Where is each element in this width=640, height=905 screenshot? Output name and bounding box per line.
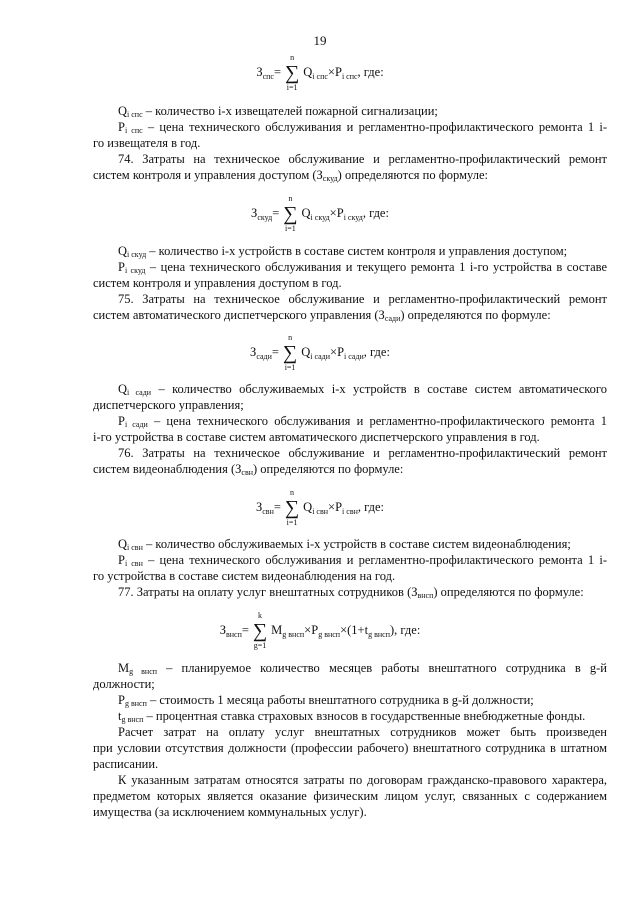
- text-line: должности;: [93, 677, 155, 691]
- paragraph-76-line: 76. Затраты на техническое обслуживание и регламентно-профилактический ремонт: [118, 446, 607, 460]
- text-line: К указанным затратам относятся затраты по договорам гражданско-правового характера,: [118, 773, 607, 787]
- definition-line: $M_{g внсп}$ – планируемое количество месяцев работы внештатного сотрудника в g-й: [118, 661, 607, 676]
- sum-symbol: n ∑ i=1: [284, 488, 300, 527]
- text-line: систем автоматического диспетчерского управления $(З_{сади})$ определяются по формуле:: [93, 308, 551, 323]
- text-line: предметом которых является оказание физическим лицом услуг, связанных с содержанием: [93, 789, 607, 803]
- text-line: i-го устройства в составе систем автоматического диспетчерского управления в год.: [93, 430, 540, 444]
- text-line: систем контроля и управления доступом в год.: [93, 276, 342, 290]
- formula-svn: $З_{свн}=$ n ∑ i=1 $Q_{i свн}\times P_{i свн}$, где:: [255, 488, 385, 527]
- definition-line: $Q_{i скуд}$ – количество i-х устройств в составе систем контроля и управления доступом;: [118, 244, 568, 259]
- sum-symbol: n ∑ i=1: [282, 333, 298, 372]
- text-line: го извещателя в год.: [93, 136, 201, 150]
- definition-line: $P_{i спс}$ – цена технического обслуживания и регламентно-профилактического ремонта 1 i-: [118, 120, 607, 135]
- text-line: го устройства в составе систем видеонаблюдения на год.: [93, 569, 396, 583]
- definition-line: $Q_{i сади}$ – количество обслуживаемых i-х устройств в составе систем автоматического: [118, 382, 607, 397]
- text-line: диспетчерского управления;: [93, 398, 244, 412]
- formula-skud: $З_{скуд}=$ n ∑ i=1 $Q_{i скуд}\times P_{i скуд}$, где:: [251, 194, 389, 233]
- definition-line: $Q_{i свн}$ – количество обслуживаемых i-х устройств в составе систем видеонаблюдения;: [118, 537, 571, 552]
- definition-line: $P_{g внсп}$ – стоимость 1 месяца работы внештатного сотрудника в g-й должности;: [118, 693, 534, 708]
- definition-line: $Q_{i спс}$ – количество i-х извещателей пожарной сигнализации;: [118, 104, 438, 119]
- definition-line: $P_{i скуд}$ – цена технического обслуживания и текущего ремонта 1 i-го устройства в составе: [118, 260, 607, 275]
- text-line: имущества (за исключением коммунальных услуг).: [93, 805, 367, 819]
- definition-line: $t_{g внсп}$ – процентная ставка страховых взносов в государственные внебюджетные фонды.: [118, 709, 586, 724]
- formula-spс: $З_{спс}=$ n ∑ i=1 $Q_{i спс}\times P_{i спс}$, где:: [256, 53, 384, 92]
- paragraph-75-line: 75. Затраты на техническое обслуживание и регламентно-профилактический ремонт: [118, 292, 607, 306]
- definition-line: $P_{i свн}$ – цена технического обслуживания и регламентно-профилактического ремонта 1 i-: [118, 553, 607, 568]
- formula-sadi: $З_{сади}=$ n ∑ i=1 $Q_{i сади}\times P_{i сади}$, где:: [250, 333, 390, 372]
- text-line: расписании.: [93, 757, 159, 771]
- text-line: систем контроля и управления доступом $(З_{скуд})$ определяются по формуле:: [93, 168, 488, 183]
- definition-line: $P_{i сади}$ – цена технического обслуживания и регламентно-профилактического ремонта 1: [118, 414, 607, 429]
- paragraph-77-line: 77. Затраты на оплату услуг внештатных сотрудников $(З_{внсп})$ определяются по формуле:: [118, 585, 584, 600]
- sum-symbol: n ∑ i=1: [283, 194, 298, 233]
- sum-symbol: n ∑ i=1: [285, 53, 300, 92]
- text-line: Расчет затрат на оплату услуг внештатных сотрудников может быть произведен: [118, 725, 607, 739]
- text-line: систем видеонаблюдения $(З_{свн})$ определяются по формуле:: [93, 462, 404, 477]
- formula-vnsp: $З_{внсп}=$ k ∑ g=1 $M_{g внсп}\times P_{g внсп}\times(1+t_{g внсп})$, где:: [219, 611, 421, 650]
- text-line: при условии отсутствия должности (профессии рабочего) внештатного сотрудника в штатном: [93, 741, 607, 755]
- sum-symbol: k ∑ g=1: [252, 611, 268, 650]
- page-number: 19: [313, 33, 327, 48]
- paragraph-74-line: 74. Затраты на техническое обслуживание и регламентно-профилактический ремонт: [118, 152, 607, 166]
